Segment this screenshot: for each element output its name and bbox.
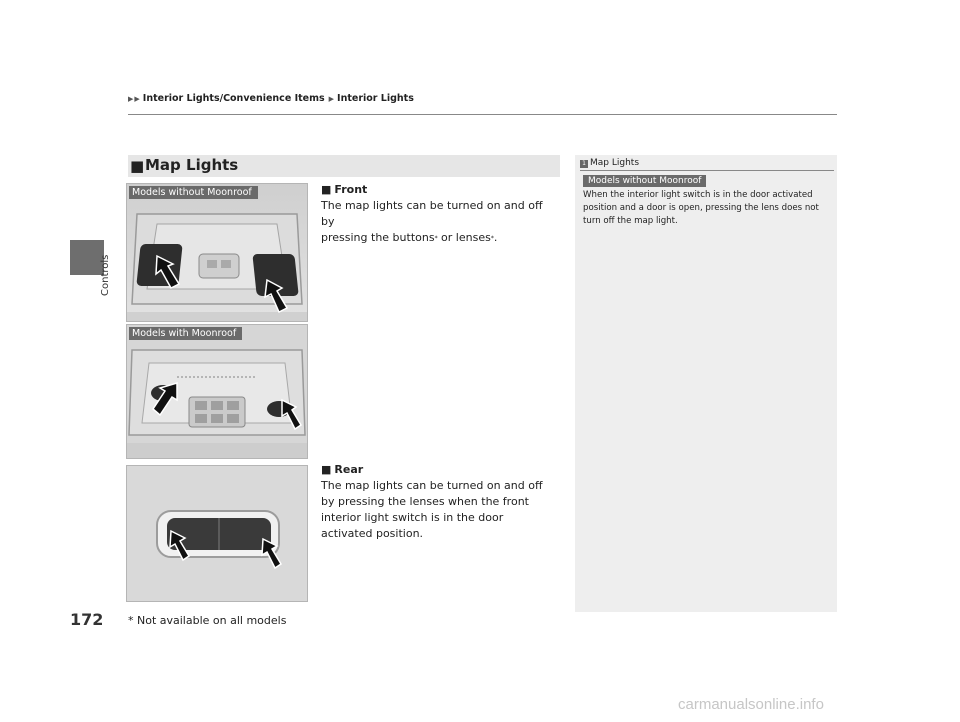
rear-description: The map lights can be turned on and off by pressing the lenses when the front interior light switch is in the door activated position. (321, 479, 543, 540)
rear-subheading (321, 463, 363, 476)
footnote-asterisk[interactable]: * (490, 235, 494, 242)
figure-rear-map-lights (126, 465, 308, 602)
front-line2b: or lenses (437, 231, 491, 244)
watermark: carmanualsonline.info (678, 696, 824, 713)
chapter-tab (70, 240, 104, 275)
note-divider (580, 170, 834, 171)
section-title: Map Lights (145, 156, 239, 174)
note-heading-text: Map Lights (590, 158, 640, 168)
front-line2a: pressing the buttons (321, 231, 435, 244)
front-line1: The map lights can be turned on and off by (321, 199, 543, 228)
front-heading-text: Front (334, 183, 368, 196)
rear-light-illustration (127, 466, 307, 601)
figure-label: Models with Moonroof (129, 327, 242, 340)
front-line2c: . (493, 231, 498, 244)
breadcrumb-arrow-icon: ▶ (328, 94, 335, 103)
section-marker-icon: ■ (130, 157, 145, 175)
note-text: When the interior light switch is in the door activated position and a door is open, pressing the lens does not turn off the map light. (583, 190, 819, 226)
page-number: 172 (70, 610, 104, 629)
figure-label: Models without Moonroof (129, 186, 258, 199)
overhead-console-illustration (127, 325, 307, 458)
subheading-marker-icon: ■ (321, 463, 332, 476)
figure-front-with-moonroof (126, 324, 308, 459)
header-divider (128, 114, 837, 115)
note-model-badge: Models without Moonroof (583, 175, 706, 187)
rear-heading-text: Rear (334, 463, 364, 476)
figure-front-without-moonroof (126, 183, 308, 322)
front-description (321, 198, 557, 246)
footnote: * Not available on all models (128, 614, 287, 627)
overhead-console-illustration (127, 184, 307, 321)
breadcrumb-link-section[interactable]: Interior Lights/Convenience Items (142, 93, 325, 104)
front-subheading (321, 183, 367, 196)
breadcrumb-arrow-icon: ▶ (134, 94, 140, 103)
chapter-label: Controls (100, 254, 111, 296)
footnote-asterisk[interactable]: * (434, 235, 438, 242)
note-heading (580, 158, 639, 168)
note-mark-icon: 1 (580, 160, 588, 168)
breadcrumb-arrow-icon: ▶ (128, 94, 134, 103)
subheading-marker-icon: ■ (321, 183, 332, 196)
breadcrumb-link-page[interactable]: Interior Lights (337, 93, 414, 104)
breadcrumb (128, 93, 418, 104)
